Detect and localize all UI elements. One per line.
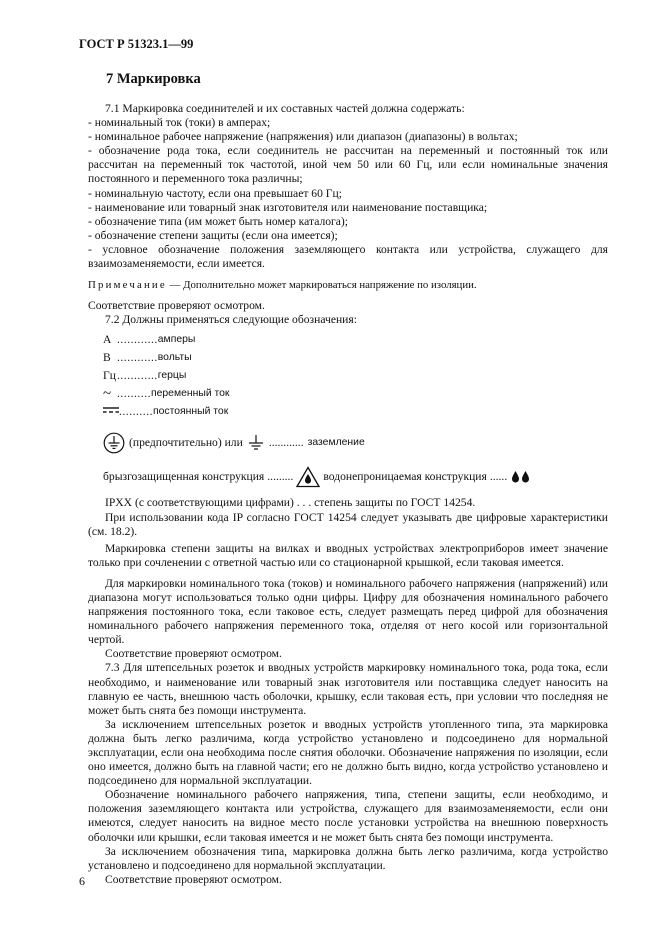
p7-1-item: - номинальное рабочее напряжение (напряжения) или диапазон (диапазоны) в вольтах; [88, 130, 518, 144]
p7-3-para2: За исключением штепсельных розеток и вводных устройств утопленного типа, эта маркировка должна быть легко различима, когда устройство установлено и подсоединено для нормальной эксплуатации, если она необходима после снятия оболочки. Обозначение напряжения по изоляции, если оно имеется, должно быть на главной части; его не должно быть видно, когда устройство установлено и подсоединено для нормальной эксплуатации. [88, 717, 608, 788]
legend-dc [88, 403, 608, 421]
p7-3-para3: Обозначение номинального рабочего напряжения, типа, степени защиты, если необходимо, и положения заземляющего контакта или устройства, служащего для взаимозаменяемости, если они имеются, следует наносить на видное место после установки устройства на внешнюю поверхность оболочки или крышки, если таковая имеется и не может быть снята без помощи инструмента. [88, 788, 608, 844]
ip-code-text: При использовании кода IP согласно ГОСТ 14254 следует указывать две цифровые характеристики (см. 18.2). [88, 510, 608, 538]
legend-dots: ............ [117, 333, 158, 347]
legend-ampere [88, 331, 608, 349]
p7-1-item: - наименование или товарный знак изготовителя или наименование поставщика; [88, 200, 488, 214]
ground-preferred-text: (предпочтительно) или [129, 436, 243, 450]
p7-2-check: Соответствие проверяют осмотром. [105, 647, 282, 661]
legend-meaning: герцы [157, 370, 187, 382]
legend-meaning: постоянный ток [152, 406, 229, 418]
note-label: Примечание [88, 279, 167, 292]
p7-1-item: - условное обозначение положения заземляющего контакта или устройства, служащего для взаимозаменяемости, если имеется. [88, 242, 608, 271]
p7-2-intro: 7.2 Должны применяться следующие обозначения: [105, 313, 357, 327]
p7-1-item: - номинальную частоту, если она превышает 60 Гц; [88, 186, 342, 200]
legend-symbol: А [103, 333, 112, 347]
p7-1-item: - номинальный ток (токи) в амперах; [88, 116, 271, 130]
note-text: — Дополнительно может маркироваться напряжение по изоляции. [166, 279, 477, 292]
legend-meaning: амперы [157, 334, 196, 346]
dc-icon [103, 405, 119, 419]
legend-dots: .......... [117, 387, 151, 401]
splash-proof-label: брызгозащищенная конструкция [103, 470, 265, 484]
p7-1-item: - обозначение типа (им может быть номер каталога); [88, 214, 349, 228]
legend-ground [88, 429, 608, 457]
p7-3-para1: 7.3 Для штепсельных розеток и вводных устройств маркировку номинального тока, рода тока, если необходимо, и наименование или товарный знак изготовителя или поставщика следует наносить на главную ее часть, внешнюю часть оболочки, крышку, если таковая есть, при условии что последняя не может быть снята без помощи инструмента. [88, 661, 608, 717]
watertight-icon [510, 470, 532, 484]
legend-dots: ......... [267, 470, 294, 484]
legend-dots: ...... [489, 470, 508, 484]
legend-meaning: вольты [157, 352, 192, 364]
note [88, 278, 608, 292]
legend-hertz [88, 367, 608, 385]
protective-earth-icon [103, 432, 125, 454]
p7-1-item: - обозначение рода тока, если соединитель не рассчитан на переменный и постоянный ток или рассчитан на переменный ток частотой, иной чем 50 или 60 Гц, или если номинальные значения постоянного и переменного тока различны; [88, 144, 608, 186]
section-title: 7 Маркировка [106, 71, 201, 87]
splash-proof-icon [296, 466, 320, 488]
p7-1-check: Соответствие проверяют осмотром. [88, 299, 265, 313]
legend-symbol: В [103, 351, 111, 365]
legend-volt [88, 349, 608, 367]
p7-2-para1: Маркировка степени защиты на вилках и вводных устройствах электроприборов имеет значение только при сочленении с ответной частью или со стационарной крышкой, если таковая имеется. [88, 541, 608, 569]
legend-meaning: заземление [307, 437, 365, 449]
legend-dots: ............ [117, 351, 158, 365]
legend-meaning: переменный ток [150, 388, 230, 400]
legend-symbol: Гц [103, 369, 116, 383]
earth-icon [247, 434, 265, 452]
p7-3-check: Соответствие проверяют осмотром. [105, 872, 282, 886]
legend-dots: ............ [268, 436, 304, 450]
ac-icon: ~ [103, 386, 112, 403]
document-header: ГОСТ Р 51323.1—99 [79, 37, 194, 51]
p7-1-item: - обозначение степени защиты (если она имеется); [88, 228, 338, 242]
legend-dots: .......... [119, 405, 153, 419]
p7-2-para2: Для маркировки номинального тока (токов) и номинального рабочего напряжения (напряжений) или диапазона могут использоваться только одни цифры. Цифру для обозначения номинального рабочего напряжения постоянного тока, если таковое есть, следует размещать перед цифрой для обозначения номинального рабочего напряжения переменного тока, отделяя от него косой или горизонтальной чертой. [88, 576, 608, 647]
legend-protection [88, 463, 608, 491]
legend-dots: ............ [117, 369, 158, 383]
ipxx-line: IPXX (с соответствующими цифрами) . . . степень защиты по ГОСТ 14254. [105, 496, 476, 510]
p7-3-para4: За исключением обозначения типа, маркировка должна быть легко различима, когда устройство установлено и подсоединено для нормальной эксплуатации. [88, 844, 608, 872]
legend-ac [88, 385, 608, 403]
p7-1-intro: 7.1 Маркировка соединителей и их составных частей должна содержать: [105, 102, 465, 115]
waterproof-label: водонепроницаемая конструкция [323, 470, 487, 484]
document-body [88, 102, 608, 887]
page-number: 6 [79, 874, 85, 888]
